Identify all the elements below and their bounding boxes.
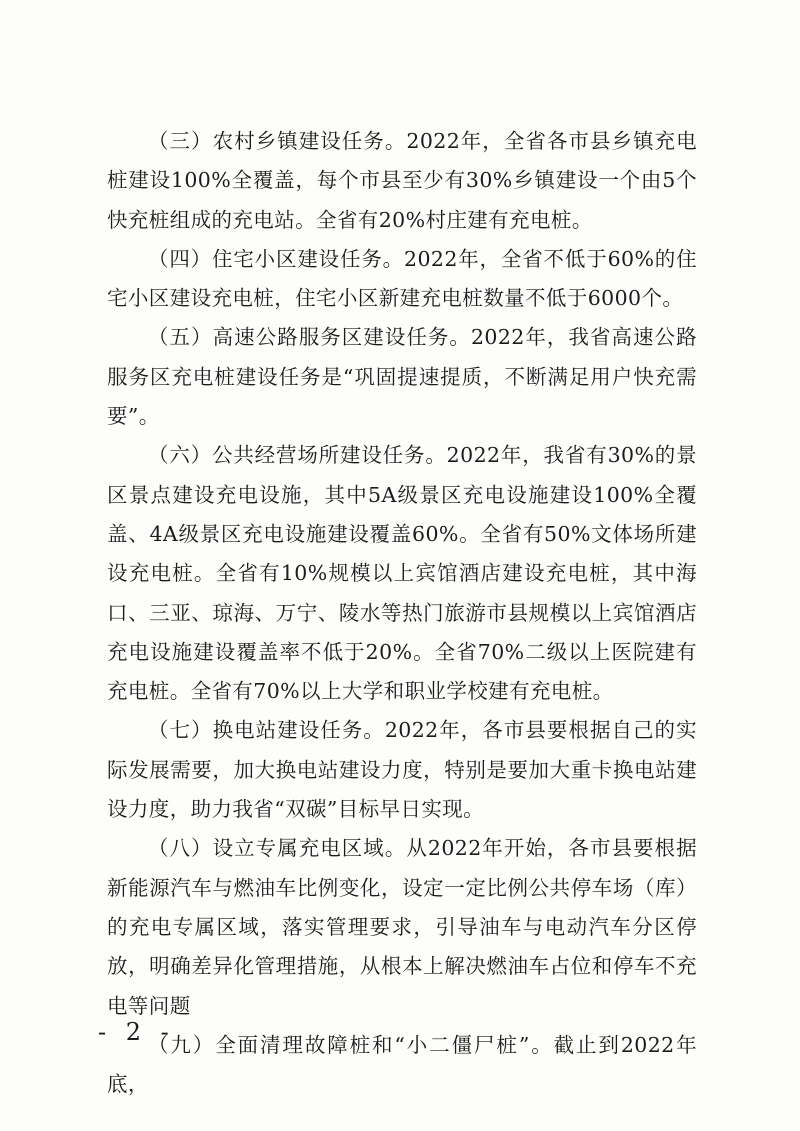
paragraph-battery-swap-stations: （七）换电站建设任务。2022年，各市县要根据自己的实际发展需要，加大换电站建设力度，特别是要加大重卡换电站建设力度，助力我省“双碳”目标早日实现。 xyxy=(107,718,697,822)
paragraph-faulty-pile-cleanup: （九）全面清理故障桩和“小二僵尸桩”。截止到2022年底， xyxy=(107,1032,697,1097)
paragraph-highway-service-areas: （五）高速公路服务区建设任务。2022年，我省高速公路服务区充电桩建设任务是“巩固提速提质，不断满足用户快充需要”。 xyxy=(107,325,697,429)
paragraph-residential-areas: （四）住宅小区建设任务。2022年，全省不低于60%的住宅小区建设充电桩，住宅小区新建充电桩数量不低于6000个。 xyxy=(107,246,697,311)
paragraph-rural-towns: （三）农村乡镇建设任务。2022年，全省各市县乡镇充电桩建设100%全覆盖，每个市县至少有30%乡镇建设一个由5个快充桩组成的充电站。全省有20%村庄建有充电桩。 xyxy=(107,129,697,232)
paragraph-public-venues: （六）公共经营场所建设任务。2022年，我省有30%的景区景点建设充电设施，其中5A级景区充电设施建设100%全覆盖、4A级景区充电设施建设覆盖60%。全省有50%文体场所建设充电桩。全省有10%规模以上宾馆酒店建设充电桩，其中海口、三亚、琼海、万宁、陵水等热门旅游市县规模以上宾馆酒店充电设施建设覆盖率不低于20%。全省70%二级以上医院建有充电桩。全省有70%以上大学和职业学校建有充电桩。 xyxy=(107,443,697,704)
page-number: - 2 - xyxy=(98,1018,175,1046)
document-body xyxy=(107,122,697,1104)
paragraph-dedicated-charging-zones: （八）设立专属充电区域。从2022年开始，各市县要根据新能源汽车与燃油车比例变化，设定一定比例公共停车场（库）的充电专属区域，落实管理要求，引导油车与电动汽车分区停放，明确差异化管理措施，从根本上解决燃油车占位和停车不充电等问题 xyxy=(107,836,697,1018)
